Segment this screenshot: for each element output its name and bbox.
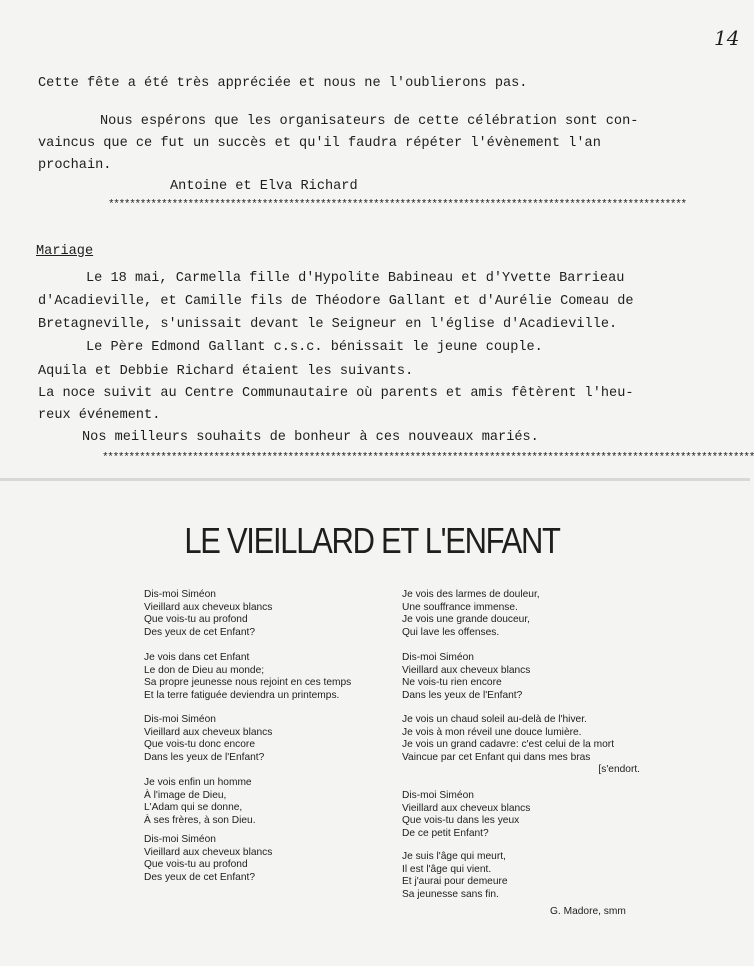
verse-line: Je vois un grand cadavre: c'est celui de la mort <box>402 739 615 751</box>
verse-line: À l'image de Dieu, <box>144 789 227 801</box>
verse-line: Il est l'âge qui vient. <box>402 863 492 875</box>
mariage-line-6: La noce suivit au Centre Communautaire où parents et amis fêtèrent l'heu- <box>38 386 634 401</box>
verse-line: Dis-moi Siméon <box>144 834 216 845</box>
left-stanza-2 <box>144 652 351 702</box>
star-divider-2: *************************************************************************************************************************** <box>102 452 754 464</box>
verse-line: Dans les yeux de l'Enfant? <box>144 751 265 763</box>
verse-line: Que vois-tu dans les yeux <box>402 815 520 827</box>
closing-line: Cette fête a été très appréciée et nous ne l'oublierons pas. <box>38 76 528 91</box>
verse-line: Je suis l'âge qui meurt, <box>402 851 506 862</box>
mariage-line-5: Aquila et Debbie Richard étaient les suivants. <box>38 364 414 379</box>
verse-line: Et la terre fatiguée deviendra un printemps. <box>144 689 340 701</box>
verse-line: Dis-moi Siméon <box>402 790 474 801</box>
poem-author: G. Madore, smm <box>550 906 626 917</box>
signature: Antoine et Elva Richard <box>170 179 358 194</box>
verse-line: Et j'aurai pour demeure <box>402 876 508 888</box>
verse-line: Vieillard aux cheveux blancs <box>144 601 273 613</box>
mariage-line-4: Le Père Edmond Gallant c.s.c. bénissait le jeune couple. <box>86 340 543 355</box>
verse-line: Des yeux de cet Enfant? <box>144 871 255 883</box>
mariage-heading: Mariage <box>36 244 94 259</box>
verse-line: Vieillard aux cheveux blancs <box>144 726 273 738</box>
hope-line-1: Nous espérons que les organisateurs de cette célébration sont con- <box>100 114 639 129</box>
left-stanza-4 <box>144 777 256 827</box>
verse-line: Sa jeunesse sans fin. <box>402 888 499 900</box>
verse-line: Ne vois-tu rien encore <box>402 677 502 689</box>
verse-line: Des yeux de cet Enfant? <box>144 626 255 638</box>
right-stanza-1 <box>402 589 540 639</box>
verse-line: Que vois-tu au profond <box>144 859 248 871</box>
verse-line: Une souffrance immense. <box>402 601 518 613</box>
verse-line: Vieillard aux cheveux blancs <box>402 664 531 676</box>
verse-line: Vieillard aux cheveux blancs <box>402 802 531 814</box>
right-stanza-3 <box>402 714 640 777</box>
left-stanza-5 <box>144 834 272 884</box>
verse-line: Dis-moi Siméon <box>144 589 216 600</box>
verse-line: Que vois-tu donc encore <box>144 739 255 751</box>
right-stanza-4 <box>402 790 530 840</box>
verse-line: Qui lave les offenses. <box>402 626 500 638</box>
mariage-line-1: Le 18 mai, Carmella fille d'Hypolite Babineau et d'Yvette Barrieau <box>86 271 625 286</box>
verse-line: Je vois enfin un homme <box>144 777 252 788</box>
mariage-line-2: d'Acadieville, et Camille fils de Théodore Gallant et d'Aurélie Comeau de <box>38 294 634 309</box>
right-stanza-5 <box>402 851 508 901</box>
verse-line: Dis-moi Siméon <box>402 652 474 663</box>
mariage-line-7: reux événement. <box>38 408 161 423</box>
right-stanza-2 <box>402 652 530 702</box>
hope-line-2: vaincus que ce fut un succès et qu'il faudra répéter l'évènement l'an <box>38 136 601 151</box>
page-number: 14 <box>714 26 740 50</box>
verse-line: Je vois un chaud soleil au-delà de l'hiver. <box>402 714 587 725</box>
verse-line: Je vois à mon réveil une douce lumière. <box>402 726 582 738</box>
verse-line: Le don de Dieu au monde; <box>144 664 265 676</box>
endort-note: [s'endort. <box>598 764 640 776</box>
verse-line: Sa propre jeunesse nous rejoint en ces temps <box>144 677 352 689</box>
mariage-line-8: Nos meilleurs souhaits de bonheur à ces nouveaux mariés. <box>82 430 539 445</box>
verse-line: Dans les yeux de l'Enfant? <box>402 689 523 701</box>
verse-line: À ses frères, à son Dieu. <box>144 814 256 826</box>
mariage-line-3: Bretagneville, s'unissait devant le Seigneur en l'église d'Acadieville. <box>38 317 618 332</box>
verse-line: Je vois dans cet Enfant <box>144 652 250 663</box>
left-stanza-1 <box>144 589 272 639</box>
verse-line: Vaincue par cet Enfant qui dans mes bras <box>402 751 591 763</box>
hope-line-3: prochain. <box>38 158 112 173</box>
verse-line: Vieillard aux cheveux blancs <box>144 846 273 858</box>
verse-line: Je vois des larmes de douleur, <box>402 589 540 600</box>
poem-title: LE VIEILLARD ET L'ENFANT <box>184 520 560 561</box>
verse-line: Je vois une grande douceur, <box>402 614 530 626</box>
star-divider-1: ************************************************************************************************************* <box>108 199 686 211</box>
verse-line: L'Adam qui se donne, <box>144 802 243 814</box>
verse-line: De ce petit Enfant? <box>402 827 489 839</box>
left-stanza-3 <box>144 714 272 764</box>
page-fold <box>0 478 750 481</box>
verse-line: Que vois-tu au profond <box>144 614 248 626</box>
verse-line: Dis-moi Siméon <box>144 714 216 725</box>
